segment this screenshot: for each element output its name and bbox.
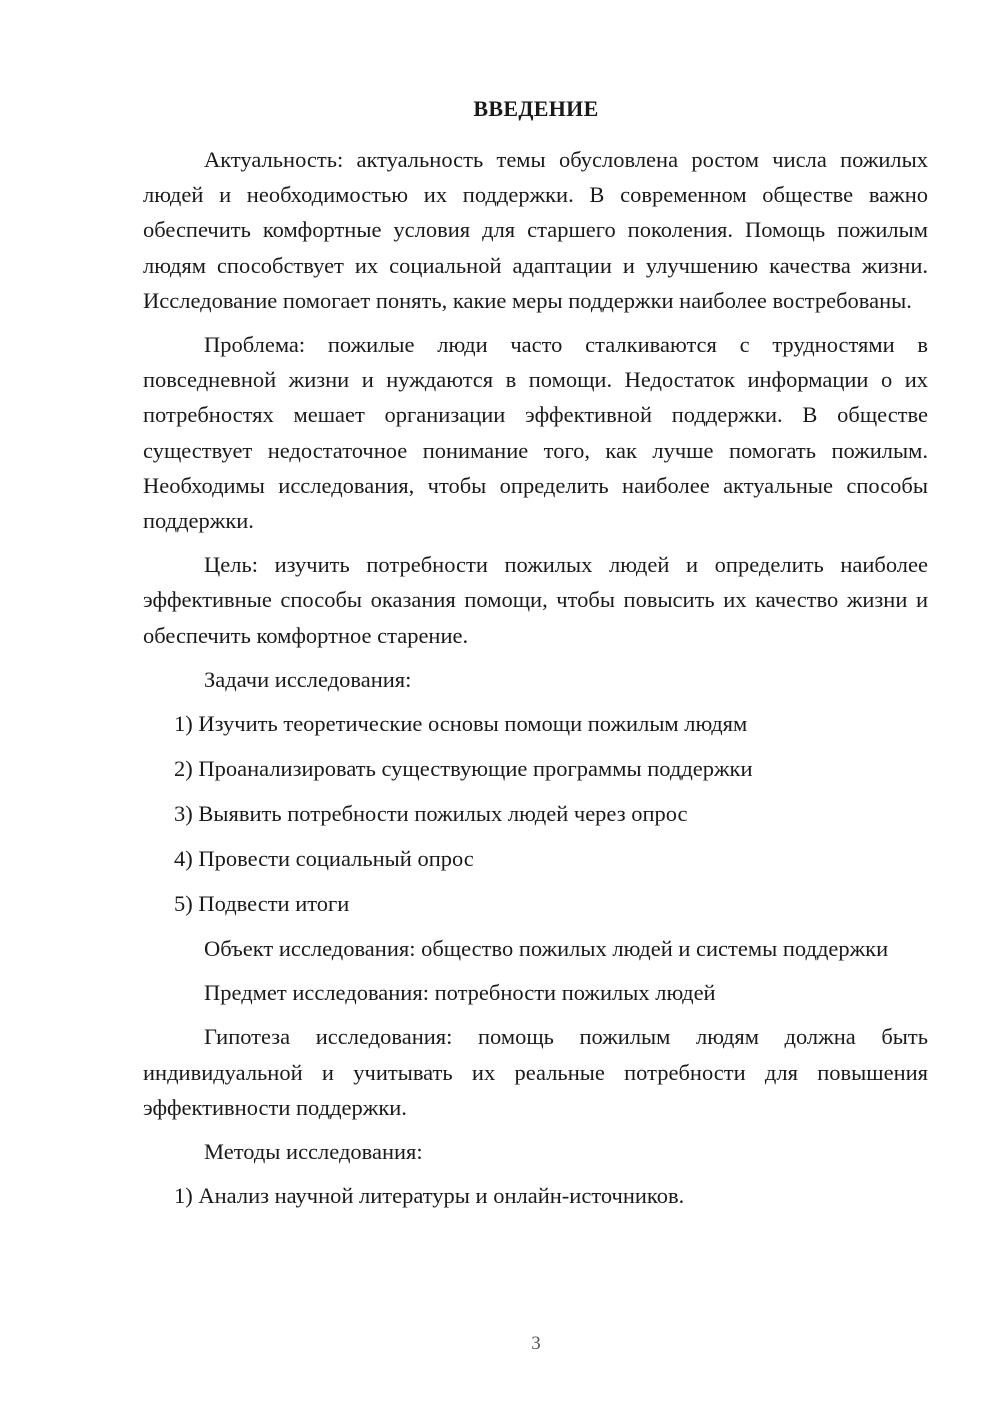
- subject-paragraph: Предмет исследования: потребности пожилых людей: [204, 980, 716, 1006]
- list-item: 1) Анализ научной литературы и онлайн-источников.: [174, 1183, 685, 1209]
- list-item: 3) Выявить потребности пожилых людей через опрос: [174, 801, 688, 827]
- problem-paragraph: Проблема: пожилые люди часто сталкиваются с трудностями в повседневной жизни и нуждаются в помощи. Недостаток информации о их потребностях мешает организации эффективной поддержки. В обществе существует недостаточное понимание того, как лучше помогать пожилым. Необходимы исследования, чтобы определить наиболее актуальные способы поддержки.: [143, 332, 928, 534]
- document-body: [143, 142, 928, 1223]
- list-item: 2) Проанализировать существующие программы поддержки: [174, 756, 753, 782]
- list-item: 5) Подвести итоги: [174, 891, 350, 917]
- methods-list: [143, 1178, 928, 1213]
- list-item: 4) Провести социальный опрос: [174, 846, 474, 872]
- tasks-list: [143, 706, 928, 921]
- methods-title: Методы исследования:: [204, 1139, 423, 1165]
- goal-paragraph: Цель: изучить потребности пожилых людей и определить наиболее эффективные способы оказания помощи, чтобы повысить их качество жизни и обеспечить комфортное старение.: [143, 552, 928, 648]
- list-item: 1) Изучить теоретические основы помощи пожилым людям: [174, 711, 748, 737]
- section-heading: ВВЕДЕНИЕ: [473, 96, 599, 121]
- relevance-paragraph: Актуальность: актуальность темы обусловлена ростом числа пожилых людей и необходимостью их поддержки. В современном обществе важно обеспечить комфортные условия для старшего поколения. Помощь пожилым людям способствует их социальной адаптации и улучшению качества жизни. Исследование помогает понять, какие меры поддержки наиболее востребованы.: [143, 147, 928, 313]
- hypothesis-paragraph: Гипотеза исследования: помощь пожилым людям должна быть индивидуальной и учитывать их реальные потребности для повышения эффективности поддержки.: [143, 1024, 928, 1120]
- tasks-title: Задачи исследования:: [204, 666, 412, 692]
- page-number: 3: [531, 1333, 541, 1354]
- object-paragraph: Объект исследования: общество пожилых людей и системы поддержки: [204, 936, 889, 962]
